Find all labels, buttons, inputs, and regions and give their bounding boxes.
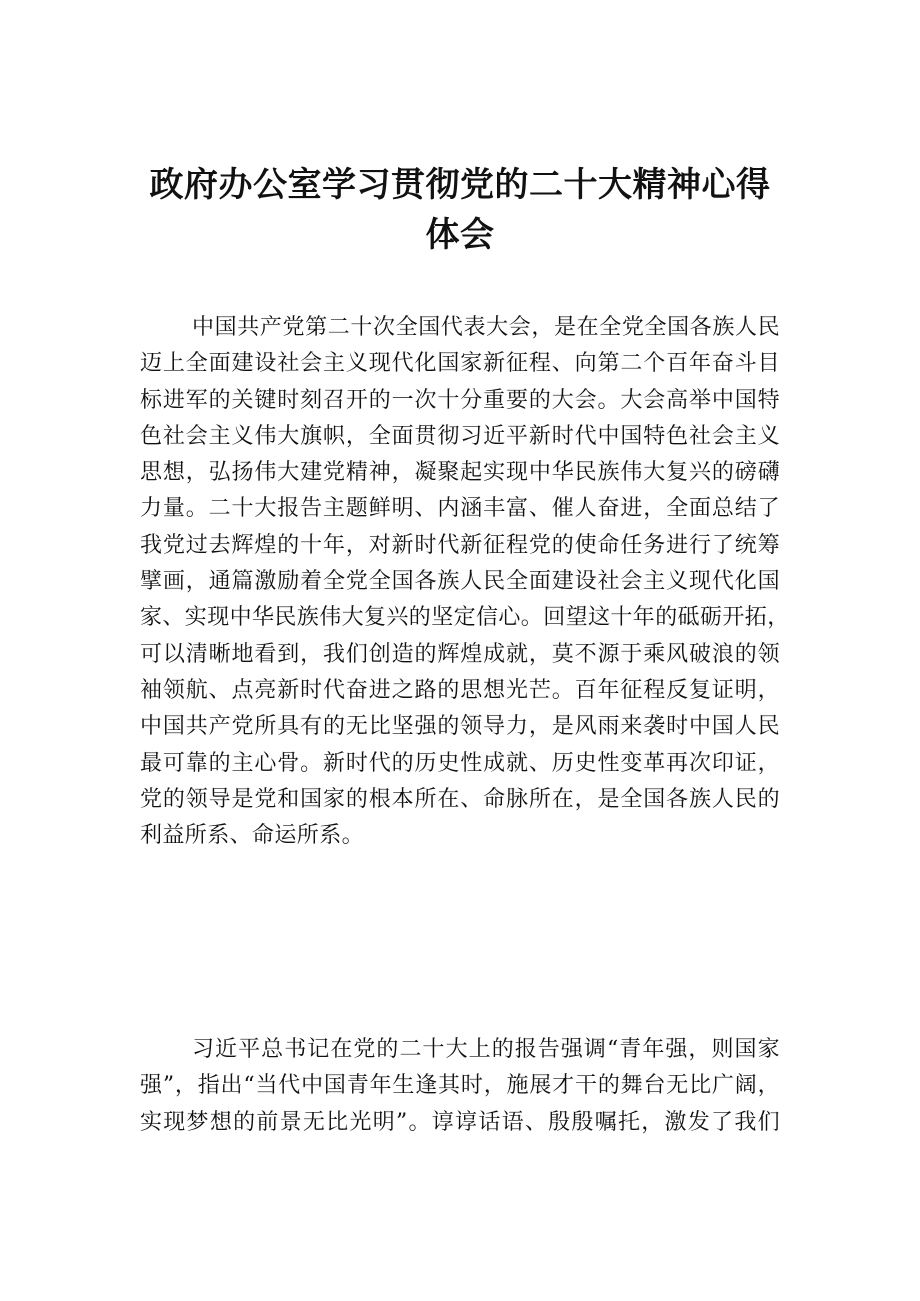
- paragraph-line: 我党过去辉煌的十年，对新时代新征程党的使命任务进行了统筹: [140, 532, 780, 558]
- paragraph-line: 迈上全面建设社会主义现代化国家新征程、向第二个百年奋斗目: [140, 351, 780, 377]
- paragraph-line: 党的领导是党和国家的根本所在、命脉所在，是全国各族人民的: [140, 786, 780, 812]
- paragraph-line: 可以清晰地看到，我们创造的辉煌成就，莫不源于乘风破浪的领: [140, 641, 780, 667]
- paragraph-line: 思想，弘扬伟大建党精神，凝聚起实现中华民族伟大复兴的磅礴: [140, 460, 780, 486]
- paragraph-line: 习近平总书记在党的二十大上的报告强调“青年强，则国家: [192, 1037, 780, 1062]
- document-title-line-1: 政府办公室学习贯彻党的二十大精神心得: [149, 165, 771, 205]
- paragraph-line: 色社会主义伟大旗帜，全面贯彻习近平新时代中国特色社会主义: [140, 423, 780, 449]
- paragraph-line: 中国共产党所具有的无比坚强的领导力，是风雨来袭时中国人民: [140, 714, 780, 740]
- paragraph-2: [140, 1032, 780, 1141]
- paragraph-1: [140, 310, 790, 854]
- document-title-line-2: 体会: [425, 215, 495, 255]
- paragraph-line: 实现梦想的前景无比光明”。谆谆话语、殷殷嘱托，激发了我们: [140, 1109, 780, 1135]
- paragraph-line: 强”，指出“当代中国青年生逢其时，施展才干的舞台无比广阔，: [140, 1073, 780, 1099]
- paragraph-line: 利益所系、命运所系。: [140, 823, 365, 849]
- paragraph-line: 最可靠的主心骨。新时代的历史性成就、历史性变革再次印证，: [140, 750, 780, 776]
- paragraph-line: 家、实现中华民族伟大复兴的坚定信心。回望这十年的砥砺开拓，: [140, 605, 790, 631]
- paragraph-line: 擘画，通篇激励着全党全国各族人民全面建设社会主义现代化国: [140, 569, 780, 595]
- paragraph-line: 标进军的关键时刻召开的一次十分重要的大会。大会高举中国特: [140, 387, 780, 413]
- paragraph-line: 袖领航、点亮新时代奋进之路的思想光芒。百年征程反复证明，: [140, 677, 780, 703]
- paragraph-line: 中国共产党第二十次全国代表大会，是在全党全国各族人民: [192, 315, 780, 340]
- paragraph-line: 力量。二十大报告主题鲜明、内涵丰富、催人奋进，全面总结了: [140, 496, 780, 522]
